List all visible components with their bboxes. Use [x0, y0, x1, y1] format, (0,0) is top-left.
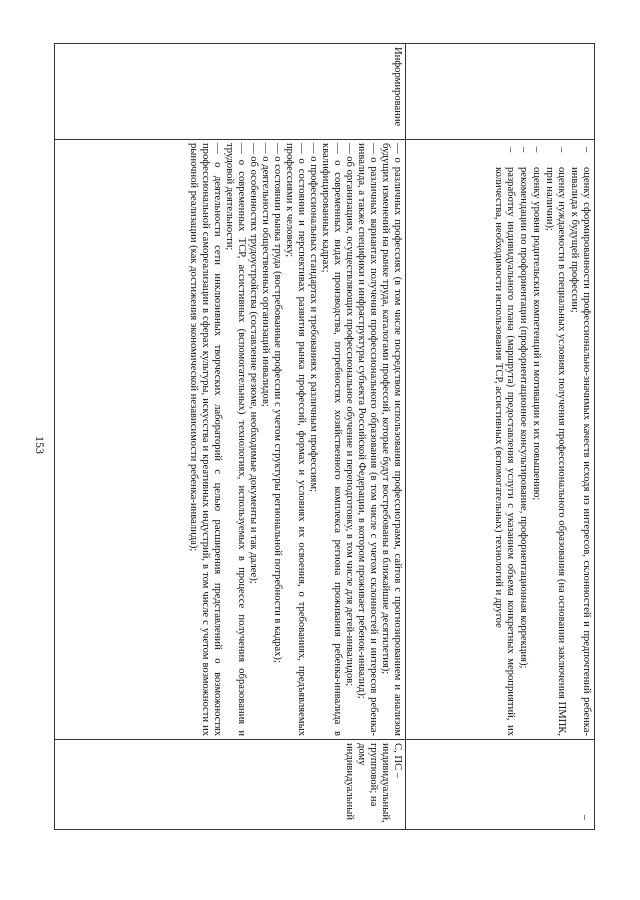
- list-item: – разработку индивидуального плана (маршрута) предоставления услуги с указанием объема конкретных мероприятий, их количества, необходимости использования ТСР, ассистивных (вспомогательных) технологий и другое: [492, 143, 516, 736]
- list-item: – рекомендации по профориентации (профориентационное консультирование, профориентационная коррекция);: [517, 143, 529, 736]
- table-row: [55, 44, 406, 830]
- list-item: – оценку уровня родительских компетенций и мотивации к их повышению;: [530, 143, 542, 736]
- info-paragraph: — о профессиональных стандартах и требованиях к различным профессиям;: [308, 143, 319, 493]
- form-cell: С, ПС – индивидуальный, групповой; на дому индивидуальный: [55, 740, 406, 830]
- stage-cell: [406, 44, 595, 140]
- dash-mark: –: [579, 815, 590, 820]
- info-paragraph: — об организациях, осуществляющих профессиональное обучение и переподготовку, в том числе для детей-инвалидов;: [344, 143, 355, 687]
- page-number: 153: [33, 436, 47, 454]
- info-paragraph: — о современных видах производства, потребностях хозяйственного комплекса региона проживания ребенка-инвалида в квалифицированных кадрах;: [320, 143, 343, 736]
- list-item: – оценку сформированности профессионально-значимых качеств исходя из интересов, склонностей и предпочтений ребенка-инвалида к будущей профессии;: [568, 143, 592, 736]
- info-paragraph: — о современных ТСР, ассистивных (вспомогательных) технологиях, используемых в процессе получения образования и трудовой деятельности;: [224, 143, 247, 736]
- diagnostics-list: [492, 143, 592, 736]
- services-table: [54, 43, 595, 830]
- info-paragraph: — о состоянии рынка труда (востребованные профессии с учетом структуры региональной потребности в кадрах);: [272, 143, 283, 663]
- list-item: – оценку нуждаемости в специальных условиях получения профессионального образования (на основании заключения ПМПК, при наличии);: [543, 143, 567, 736]
- table-row: [406, 44, 595, 830]
- stage-cell: Информирование: [55, 44, 406, 140]
- info-paragraph: — о состоянии и перспективах развития рынка профессий, формах и условиях их освоения, о требованиях, предъявляемых профессиями к человеку;: [284, 143, 307, 736]
- info-paragraph: — о различных профессиях (в том числе посредством использования профессиограмм, сайтов с прогнозированием и анализом будущих изменений на рынке труда, каталогами профессий, которые будут востребованы в ближайшие десятилетия);: [380, 143, 403, 736]
- form-cell: [406, 740, 595, 830]
- info-paragraph: — о деятельности сети инклюзивных творческих лабораторий с целью расширения представлений о возможностях профессиональной самореализации в сферах культуры, искусства и креативных индустрий, в том числе с учетом возможности их рыночной реализации (как достижения экономической независимости ребенка-инвалида);: [188, 143, 223, 736]
- content-cell: [406, 140, 595, 740]
- info-paragraph: — о различных вариантах получения профессионального образования (в том числе с учетом склонностей и интересов ребенка-инвалида, а также специфики и инфраструктуры субъекта Российской Федерации, в котором проживает ребенок-инвалид);: [356, 143, 379, 736]
- info-paragraph: — об особенностях трудоустройства (составление резюме, необходимые документы и так далее);: [248, 143, 259, 584]
- content-cell: [55, 140, 406, 740]
- info-paragraph: — о деятельности общественных организаций инвалидов;: [260, 143, 271, 407]
